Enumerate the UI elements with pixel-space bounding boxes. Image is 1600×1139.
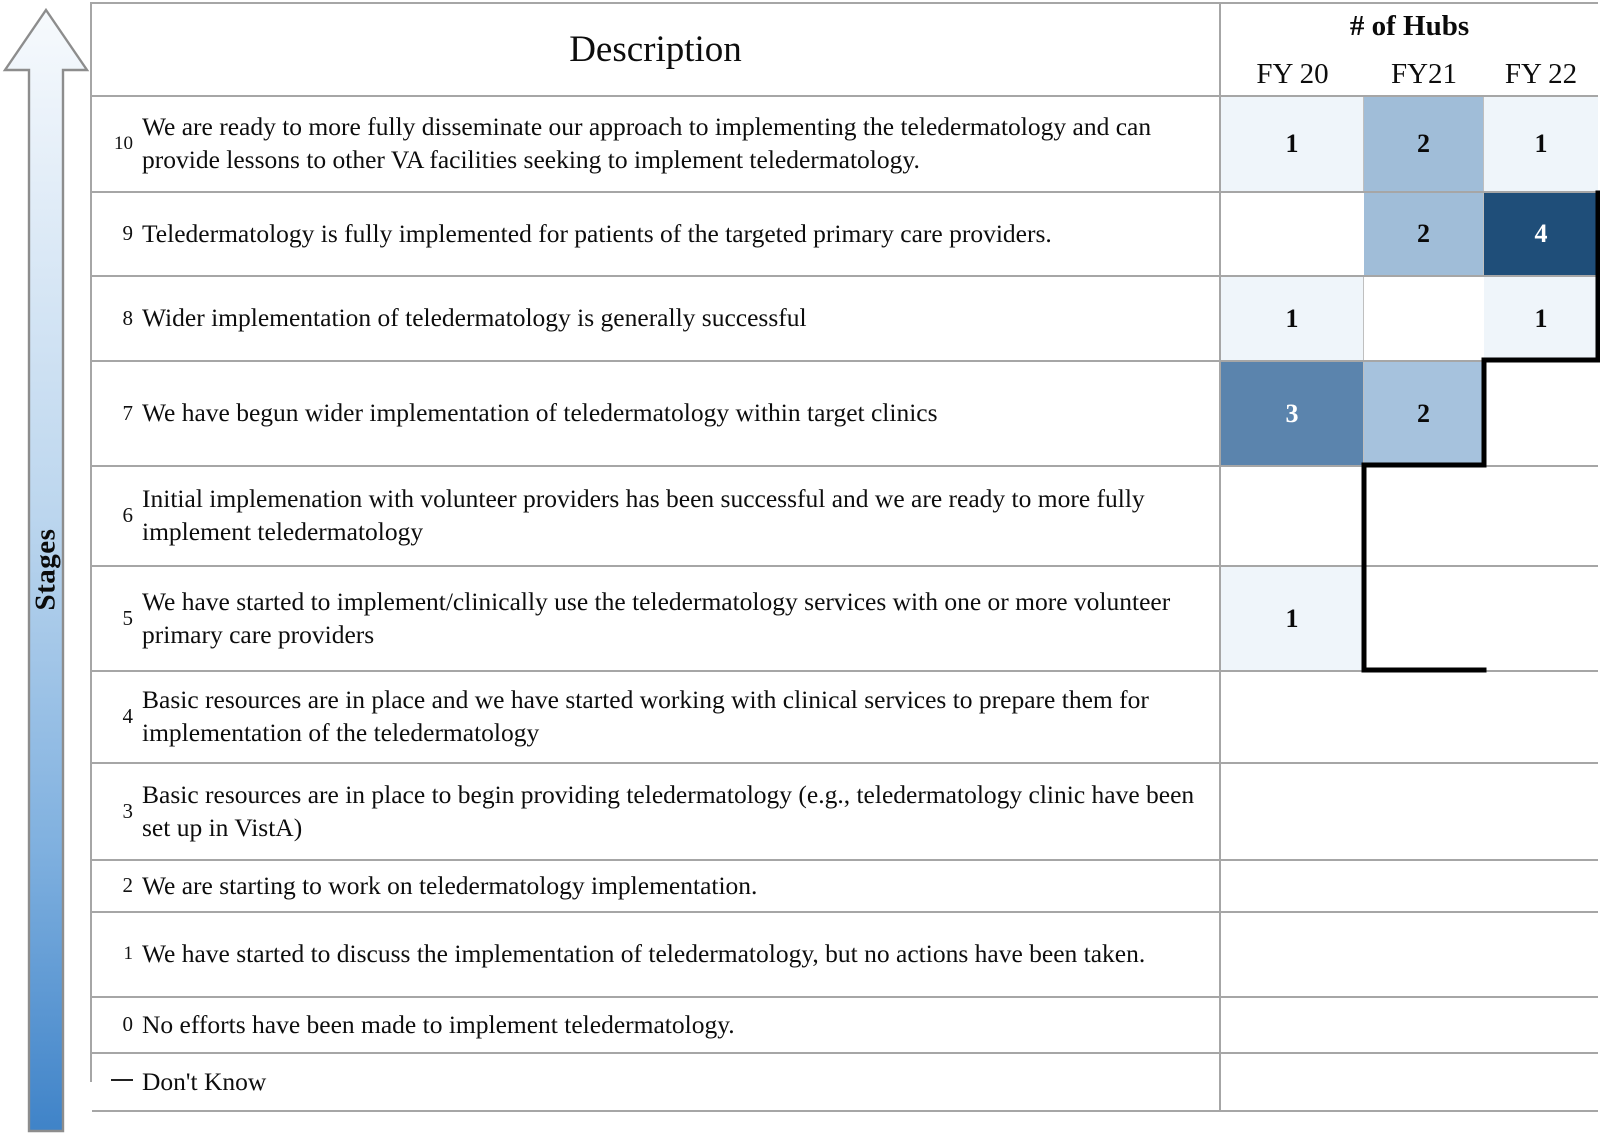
- stage-number: 2: [122, 873, 133, 898]
- hub-count-cell-fy20: [1221, 913, 1364, 996]
- header-col-fy20: FY 20: [1256, 58, 1329, 90]
- hub-count-cell-fy21: [1364, 467, 1484, 565]
- stage-description: Wider implementation of teledermatology is generally successful: [140, 277, 1221, 360]
- stage-number: 5: [122, 605, 133, 630]
- hub-count-cell-fy21: [1364, 1054, 1484, 1110]
- arrow-shape: [5, 10, 87, 1131]
- table-row: [92, 764, 1598, 861]
- hub-count-cell-fy20: [1221, 672, 1364, 762]
- table-row: [92, 97, 1598, 193]
- stage-number: 10: [114, 132, 133, 154]
- hub-count-cell-fy22: [1484, 567, 1598, 670]
- hub-count-cell-fy22: 1: [1484, 97, 1598, 191]
- hub-count-cell-fy21: 2: [1364, 97, 1484, 191]
- hub-count-cell-fy20: [1221, 861, 1364, 911]
- hub-count-cell-fy21: [1364, 277, 1484, 360]
- hub-count-cell-fy20: [1221, 193, 1364, 275]
- stage-description: We have started to discuss the implementation of teledermatology, but no actions have been taken.: [140, 913, 1221, 996]
- hub-count-cell-fy21: [1364, 764, 1484, 859]
- hub-count-cell-fy22: [1484, 861, 1598, 911]
- stage-description: We have begun wider implementation of teledermatology within target clinics: [140, 362, 1221, 465]
- table-row: [92, 861, 1598, 913]
- stage-number: 9: [122, 221, 133, 246]
- hub-count-cell-fy22: [1484, 764, 1598, 859]
- stages-axis-arrow: [2, 4, 90, 1135]
- table-row: [92, 913, 1598, 998]
- hub-count-cell-fy22: 4: [1484, 193, 1598, 275]
- header-hubs-group: [1221, 4, 1598, 95]
- stage-number: 8: [122, 305, 133, 330]
- stage-number: 1: [123, 943, 133, 965]
- hub-count-cell-fy21: 2: [1364, 193, 1484, 275]
- stage-description: We are ready to more fully disseminate our approach to implementing the teledermatology and can provide lessons to other VA facilities seeking to implement teledermatology.: [140, 97, 1221, 191]
- hub-count-cell-fy22: [1484, 998, 1598, 1052]
- stage-description: Teledermatology is fully implemented for patients of the targeted primary care providers.: [140, 193, 1221, 275]
- header-fiscal-years: [1221, 49, 1598, 95]
- hub-count-cell-fy20: [1221, 1054, 1364, 1110]
- stage-description: We have started to implement/clinically use the teledermatology services with one or more volunteer primary care providers: [140, 567, 1221, 670]
- hub-count-cell-fy22: [1484, 913, 1598, 996]
- header-hubs-title: # of Hubs: [1349, 10, 1470, 42]
- table-body: [92, 97, 1598, 1112]
- stage-number: 4: [122, 704, 133, 729]
- stage-description: No efforts have been made to implement teledermatology.: [140, 998, 1221, 1052]
- stage-number: 0: [122, 1012, 133, 1037]
- hub-count-cell-fy21: [1364, 998, 1484, 1052]
- header-col-fy22: FY 22: [1504, 58, 1578, 90]
- hub-count-cell-fy22: [1484, 1054, 1598, 1110]
- hub-count-cell-fy20: 1: [1221, 97, 1364, 191]
- stage-description: Basic resources are in place to begin providing teledermatology (e.g., teledermatology clinic have been set up in VistA): [140, 764, 1221, 859]
- stage-description: Basic resources are in place and we have started working with clinical services to prepare them for implementation of the teledermatology: [140, 672, 1221, 762]
- stage-number: 7: [122, 400, 133, 425]
- stage-description: Don't Know: [140, 1054, 1221, 1110]
- table-row: [92, 998, 1598, 1054]
- hub-count-cell-fy22: [1484, 672, 1598, 762]
- table-row: [92, 567, 1598, 672]
- table-row: [92, 1054, 1598, 1112]
- table-row: [92, 193, 1598, 277]
- stage-description: Initial implemenation with volunteer providers has been successful and we are ready to more fully implement teledermatology: [140, 467, 1221, 565]
- hub-count-cell-fy22: [1484, 467, 1598, 565]
- hub-count-cell-fy22: 1: [1484, 277, 1598, 360]
- hub-count-cell-fy21: 2: [1364, 362, 1484, 465]
- table-row: [92, 672, 1598, 764]
- header-col-fy21: FY21: [1390, 58, 1458, 90]
- table-row: [92, 467, 1598, 567]
- hub-count-cell-fy21: [1364, 861, 1484, 911]
- hub-count-cell-fy21: [1364, 913, 1484, 996]
- hub-count-cell-fy21: [1364, 567, 1484, 670]
- hub-count-cell-fy20: [1221, 764, 1364, 859]
- dont-know-dash: [111, 1079, 133, 1081]
- header-description: Description: [92, 4, 1221, 95]
- stage-description: We are starting to work on teledermatology implementation.: [140, 861, 1221, 911]
- table-row: [92, 277, 1598, 362]
- hub-count-cell-fy20: 3: [1221, 362, 1364, 465]
- table-header-row: [92, 4, 1598, 97]
- hub-count-cell-fy21: [1364, 672, 1484, 762]
- table-row: [92, 362, 1598, 467]
- maturity-table: [90, 2, 1598, 1096]
- hub-count-cell-fy20: [1221, 998, 1364, 1052]
- hub-count-cell-fy22: [1484, 362, 1598, 465]
- hub-count-cell-fy20: [1221, 467, 1364, 565]
- stage-number: 3: [122, 798, 133, 823]
- stage-number: 6: [122, 503, 133, 528]
- stage-number: [92, 1054, 140, 1110]
- hub-count-cell-fy20: 1: [1221, 277, 1364, 360]
- hub-count-cell-fy20: 1: [1221, 567, 1364, 670]
- stages-label: Stages: [29, 528, 62, 611]
